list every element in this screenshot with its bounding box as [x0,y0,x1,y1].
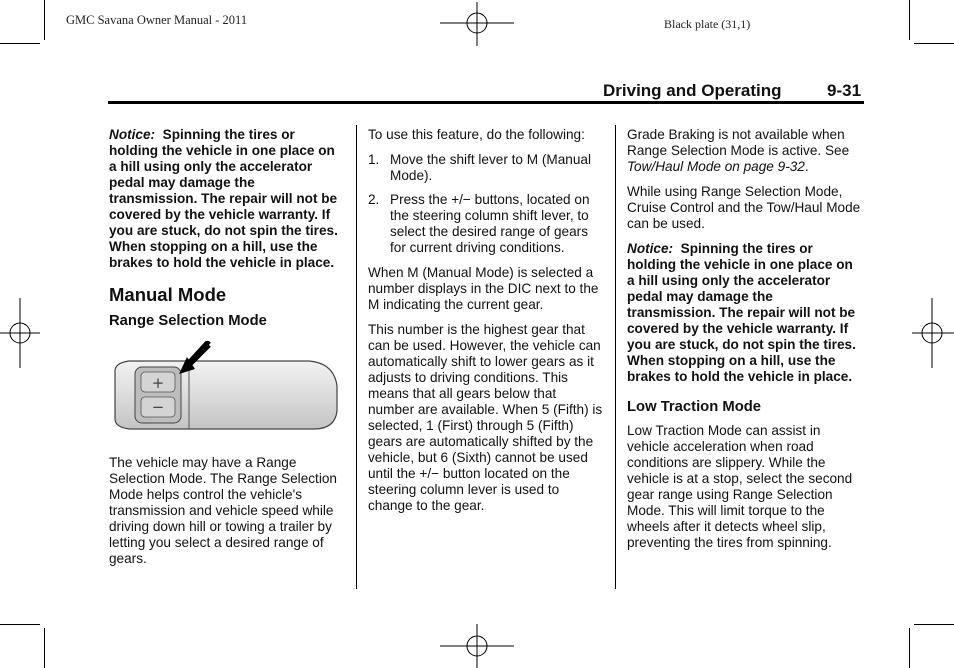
column-1 [109,127,341,576]
list-item [368,152,606,184]
intro-text: To use this feature, do the following: [368,127,585,142]
section-title: Driving and Operating [603,81,782,100]
header-rule [108,101,864,104]
notice-label: Notice: [627,241,674,256]
column-divider [615,125,616,589]
crop-mark [44,628,45,668]
steps-list [368,152,606,256]
notice-box [109,127,341,271]
crop-mark [914,43,954,44]
paragraph [627,127,863,175]
registration-mark-right [912,298,954,368]
heading-manual-mode: Manual Mode [109,284,227,305]
step-number: 1. [368,152,380,167]
crop-mark [909,628,910,668]
crop-mark [914,624,954,625]
paragraph: Low Traction Mode can assist in vehicle acceleration when road conditions are slippery. While the vehicle is at a stop, select the second gear range using Range Selection Mode. This will limit torque to the wheels after it detects wheel slip, preventing the tires from spinning. [627,423,853,550]
step-number: 2. [368,192,380,207]
crop-mark [909,0,910,40]
paragraph: This number is the highest gear that can be used. However, the vehicle can automatically shift to lower gears as it adjusts to driving conditions. This means that all gears below that number are available. When 5 (Fifth) is selected, 1 (First) through 5 (Fifth) gears are automatically shifted by the vehicle, but 6 (Sixth) cannot be used until the +/− button located on the steering column lever is used to change to the gear. [368,322,603,513]
step-text: Move the shift lever to M (Manual Mode). [390,152,591,183]
registration-mark-top [440,2,514,46]
column-2 [368,127,606,523]
paragraph: While using Range Selection Mode, Cruise Control and the Tow/Haul Mode can be used. [627,184,861,231]
shift-lever-illustration [109,341,341,441]
paragraph-text: Grade Braking is not available when Range Selection Mode is active. See [627,127,850,158]
subheading-range-selection: Range Selection Mode [109,313,267,329]
list-item [368,192,606,256]
range-selection-body: The vehicle may have a Range Selection Mode. The Range Selection Mode helps control the vehicle's transmission and vehicle speed while driving down hill or towing a trailer by letting you select a desired range of gears. [109,455,337,566]
plate-label: Black plate (31,1) [664,17,751,31]
plus-symbol: + [151,374,165,392]
crop-mark [44,0,45,40]
crop-mark [0,624,40,625]
crop-mark [0,43,40,44]
column-3 [627,127,863,560]
registration-mark-bottom [440,624,514,668]
notice-label: Notice: [109,127,156,142]
page-number: 9-31 [827,81,862,100]
notice-text: Spinning the tires or holding the vehicle in one place on a hill using only the accelerator pedal may damage the transmission. The repair will not be covered by the vehicle warranty. If you are stuck, do not spin the tires. When stopping on a hill, use the brakes to hold the vehicle in place. [109,127,338,270]
paragraph: When M (Manual Mode) is selected a number displays in the DIC next to the M indicating the current gear. [368,265,599,312]
column-divider [356,125,357,589]
manual-title: GMC Savana Owner Manual - 2011 [66,13,248,27]
paragraph-text: . [804,159,809,174]
notice-text: Spinning the tires or holding the vehicle in one place on a hill using only the accelerator pedal may damage the transmission. The repair will not be covered by the vehicle warranty. If you are stuck, do not spin the tires. When stopping on a hill, use the brakes to hold the vehicle in place. [627,241,856,384]
minus-symbol: − [151,398,165,416]
subheading-low-traction: Low Traction Mode [627,399,761,415]
step-text: Press the +/− buttons, located on the steering column shift lever, to select the desired range of gears for current driving conditions. [390,192,590,255]
registration-mark-left [0,298,40,368]
cross-reference-link[interactable]: Tow/Haul Mode on page 9-32 [627,159,805,174]
notice-box [627,241,863,385]
